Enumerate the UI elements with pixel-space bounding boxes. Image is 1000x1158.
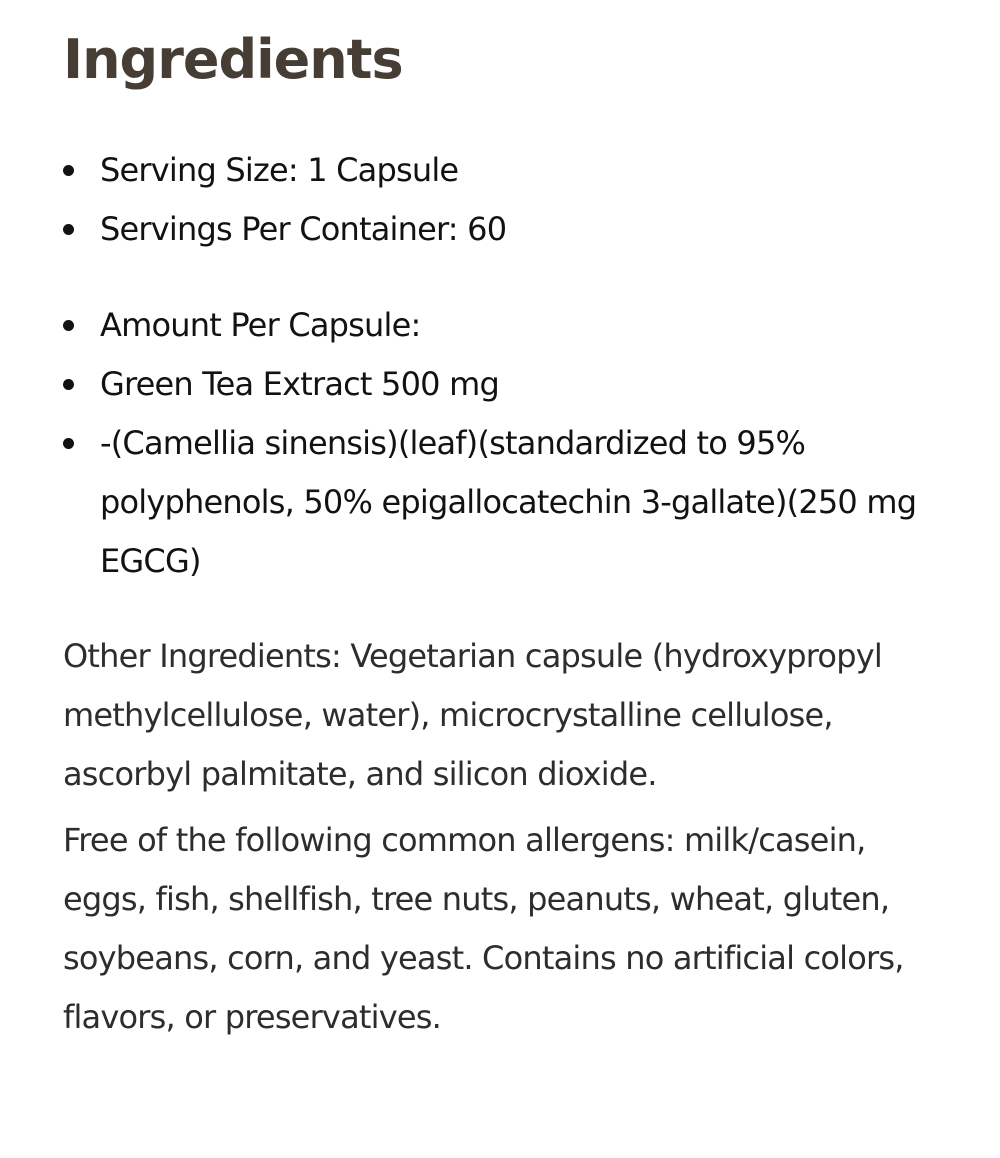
bullet-icon: [63, 320, 74, 331]
bullet-icon: [63, 379, 74, 390]
bullet-icon: [63, 165, 74, 176]
servings-per-container-text: Servings Per Container: 60: [100, 210, 507, 248]
serving-info-list: [63, 141, 953, 259]
bullet-icon: [63, 438, 74, 449]
other-ingredients-text: Other Ingredients: Vegetarian capsule (hydroxypropyl methylcellulose, water), microcrystalline cellulose, ascorbyl palmitate, and silicon dioxide.: [63, 637, 882, 793]
amounts-list: [63, 296, 953, 591]
list-item: [63, 414, 953, 591]
list-item: [63, 200, 953, 259]
ingredients-section: [63, 22, 953, 1047]
green-tea-extract-text: Green Tea Extract 500 mg: [100, 365, 499, 403]
serving-size-text: Serving Size: 1 Capsule: [100, 151, 459, 189]
bullet-icon: [63, 224, 74, 235]
allergen-statement-text: Free of the following common allergens: milk/casein, eggs, fish, shellfish, tree nuts, peanuts, wheat, gluten, soybeans, corn, and yeast. Contains no artificial colors, flavors, or preservatives.: [63, 821, 904, 1036]
list-item: [63, 355, 953, 414]
list-item: [63, 141, 953, 200]
amount-per-capsule-text: Amount Per Capsule:: [100, 306, 421, 344]
section-title: Ingredients: [63, 28, 403, 91]
extract-details-text: -(Camellia sinensis)(leaf)(standardized to 95% polyphenols, 50% epigallocatechin 3-gallate)(250 mg EGCG): [100, 424, 917, 580]
list-item: [63, 296, 953, 355]
